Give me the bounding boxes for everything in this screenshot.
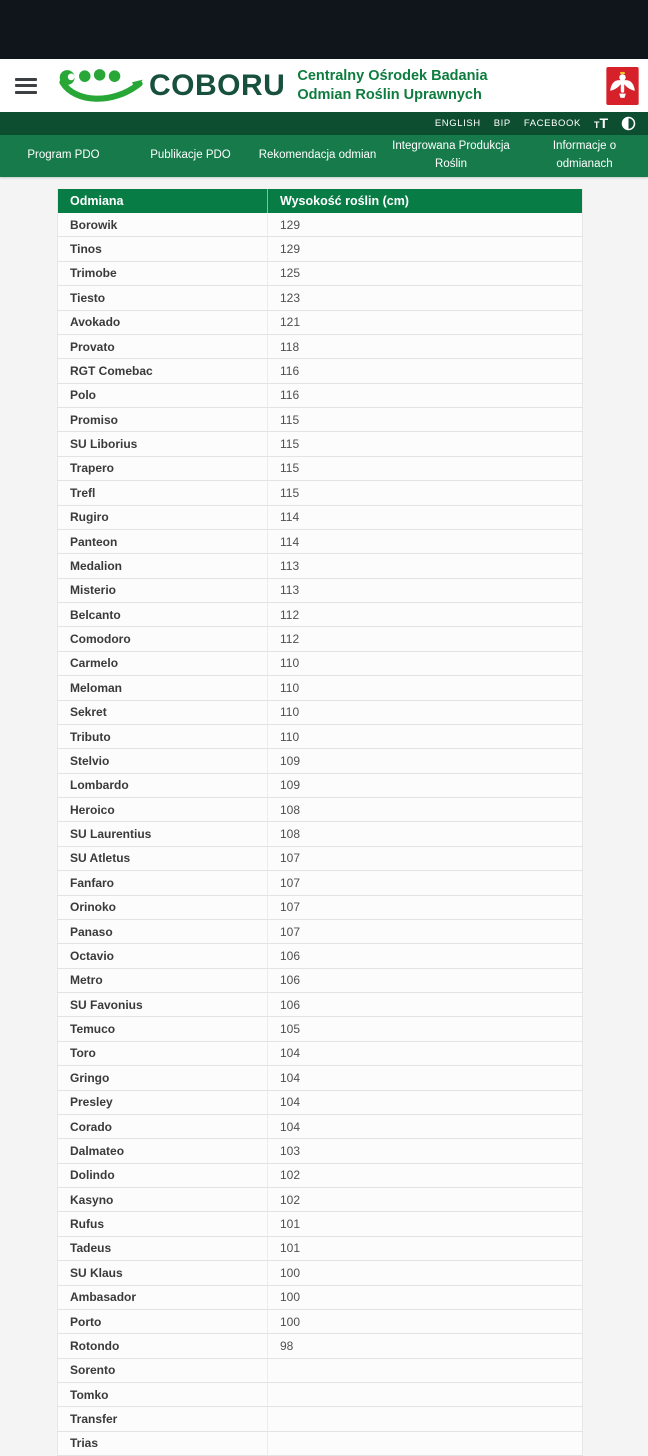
variety-name-cell: Heroico: [58, 798, 268, 822]
table-row: [58, 603, 583, 627]
font-size-icon[interactable]: TT: [593, 115, 608, 132]
variety-name-cell: SU Atletus: [58, 846, 268, 870]
table-row: [58, 724, 583, 748]
variety-name-cell: Toro: [58, 1041, 268, 1065]
table-row: [58, 676, 583, 700]
table-row: [58, 432, 583, 456]
height-value-cell: 115: [268, 456, 583, 480]
table-row: [58, 968, 583, 992]
variety-name-cell: Trias: [58, 1431, 268, 1455]
page-content: [0, 177, 648, 1456]
variety-name-cell: Octavio: [58, 944, 268, 968]
height-value-cell: 116: [268, 383, 583, 407]
variety-name-cell: Tomko: [58, 1383, 268, 1407]
table-row: [58, 1407, 583, 1431]
height-value-cell: 103: [268, 1139, 583, 1163]
table-row: [58, 237, 583, 261]
column-header-odmiana: Odmiana: [58, 189, 268, 213]
table-row: [58, 286, 583, 310]
height-value-cell: 110: [268, 676, 583, 700]
height-value-cell: 106: [268, 993, 583, 1017]
height-value-cell: 125: [268, 261, 583, 285]
variety-name-cell: Borowik: [58, 213, 268, 237]
variety-name-cell: Fanfaro: [58, 871, 268, 895]
height-value-cell: 114: [268, 505, 583, 529]
height-value-cell: 110: [268, 651, 583, 675]
nav-item-program-pdo[interactable]: Program PDO: [27, 149, 100, 162]
utility-bar: [0, 112, 648, 135]
height-value-cell: 106: [268, 944, 583, 968]
brand-wordmark: COBORU: [149, 68, 286, 102]
height-value-cell: 107: [268, 846, 583, 870]
variety-name-cell: Porto: [58, 1309, 268, 1333]
height-value-cell: 100: [268, 1309, 583, 1333]
variety-name-cell: SU Klaus: [58, 1261, 268, 1285]
table-row: [58, 773, 583, 797]
height-value-cell: 113: [268, 578, 583, 602]
table-row: [58, 871, 583, 895]
table-row: [58, 1383, 583, 1407]
variety-name-cell: Belcanto: [58, 603, 268, 627]
height-value-cell: 100: [268, 1285, 583, 1309]
variety-name-cell: Promiso: [58, 408, 268, 432]
height-value-cell: 104: [268, 1066, 583, 1090]
table-row: [58, 895, 583, 919]
table-body: [58, 213, 583, 1456]
table-row: [58, 749, 583, 773]
table-row: [58, 1431, 583, 1455]
column-header-wysokosc: Wysokość roślin (cm): [268, 189, 583, 213]
link-facebook[interactable]: FACEBOOK: [523, 118, 581, 129]
height-value-cell: 107: [268, 919, 583, 943]
contrast-toggle-icon[interactable]: [621, 116, 636, 131]
variety-name-cell: Lombardo: [58, 773, 268, 797]
variety-name-cell: Kasyno: [58, 1188, 268, 1212]
table-row: [58, 700, 583, 724]
variety-name-cell: Trefl: [58, 481, 268, 505]
variety-name-cell: Trapero: [58, 456, 268, 480]
variety-name-cell: Ambasador: [58, 1285, 268, 1309]
variety-name-cell: Provato: [58, 334, 268, 358]
table-row: [58, 213, 583, 237]
table-row: [58, 1066, 583, 1090]
poland-coat-of-arms-icon: [606, 67, 639, 105]
site-subtitle: [297, 67, 487, 105]
height-value-cell: 106: [268, 968, 583, 992]
variety-name-cell: Gringo: [58, 1066, 268, 1090]
table-row: [58, 310, 583, 334]
variety-name-cell: Tributo: [58, 724, 268, 748]
table-row: [58, 261, 583, 285]
height-value-cell: 98: [268, 1334, 583, 1358]
subtitle-line-2: Odmian Roślin Uprawnych: [297, 86, 482, 103]
height-value-cell: [268, 1431, 583, 1455]
variety-name-cell: Panaso: [58, 919, 268, 943]
subtitle-line-1: Centralny Ośrodek Badania: [297, 67, 488, 84]
table-row: [58, 1309, 583, 1333]
link-english[interactable]: ENGLISH: [434, 118, 481, 129]
variety-name-cell: Metro: [58, 968, 268, 992]
height-value-cell: 113: [268, 554, 583, 578]
height-value-cell: 112: [268, 603, 583, 627]
variety-name-cell: Stelvio: [58, 749, 268, 773]
height-value-cell: [268, 1358, 583, 1382]
height-value-cell: 115: [268, 432, 583, 456]
height-value-cell: 104: [268, 1114, 583, 1138]
height-value-cell: 107: [268, 895, 583, 919]
nav-item-rekomendacja-odmian[interactable]: Rekomendacja odmian: [258, 149, 377, 162]
varieties-table: [57, 189, 583, 1456]
coboru-logo-icon: [57, 67, 145, 105]
variety-name-cell: Panteon: [58, 529, 268, 553]
height-value-cell: 105: [268, 1017, 583, 1041]
table-row: [58, 627, 583, 651]
height-value-cell: [268, 1407, 583, 1431]
height-value-cell: 110: [268, 724, 583, 748]
variety-name-cell: Polo: [58, 383, 268, 407]
table-row: [58, 529, 583, 553]
variety-name-cell: Tiesto: [58, 286, 268, 310]
variety-name-cell: Tinos: [58, 237, 268, 261]
variety-name-cell: Comodoro: [58, 627, 268, 651]
variety-name-cell: Rotondo: [58, 1334, 268, 1358]
table-row: [58, 651, 583, 675]
height-value-cell: 102: [268, 1163, 583, 1187]
height-value-cell: 100: [268, 1261, 583, 1285]
table-row: [58, 1017, 583, 1041]
table-row: [58, 798, 583, 822]
variety-name-cell: Medalion: [58, 554, 268, 578]
height-value-cell: 118: [268, 334, 583, 358]
variety-name-cell: Avokado: [58, 310, 268, 334]
variety-name-cell: Trimobe: [58, 261, 268, 285]
table-row: [58, 554, 583, 578]
table-row: [58, 1334, 583, 1358]
table-row: [58, 1358, 583, 1382]
variety-name-cell: Dalmateo: [58, 1139, 268, 1163]
height-value-cell: 101: [268, 1236, 583, 1260]
height-value-cell: 110: [268, 700, 583, 724]
main-navigation: [0, 135, 648, 177]
nav-item-informacje-o-odmianach[interactable]: Informacje o odmianach: [552, 140, 617, 170]
variety-name-cell: Rugiro: [58, 505, 268, 529]
table-row: [58, 1139, 583, 1163]
site-header: [0, 59, 648, 112]
variety-name-cell: Carmelo: [58, 651, 268, 675]
height-value-cell: 104: [268, 1041, 583, 1065]
height-value-cell: 112: [268, 627, 583, 651]
table-row: [58, 1236, 583, 1260]
table-row: [58, 822, 583, 846]
link-bip[interactable]: BIP: [493, 118, 511, 129]
table-row: [58, 359, 583, 383]
variety-name-cell: Transfer: [58, 1407, 268, 1431]
table-row: [58, 1090, 583, 1114]
variety-name-cell: Temuco: [58, 1017, 268, 1041]
table-row: [58, 1188, 583, 1212]
height-value-cell: 116: [268, 359, 583, 383]
height-value-cell: 107: [268, 871, 583, 895]
height-value-cell: 108: [268, 798, 583, 822]
height-value-cell: [268, 1383, 583, 1407]
table-row: [58, 334, 583, 358]
table-row: [58, 1114, 583, 1138]
variety-name-cell: Orinoko: [58, 895, 268, 919]
table-row: [58, 383, 583, 407]
variety-name-cell: SU Liborius: [58, 432, 268, 456]
variety-name-cell: Corado: [58, 1114, 268, 1138]
variety-name-cell: Tadeus: [58, 1236, 268, 1260]
height-value-cell: 109: [268, 773, 583, 797]
variety-name-cell: Meloman: [58, 676, 268, 700]
table-header-row: [58, 189, 583, 213]
table-row: [58, 1041, 583, 1065]
table-row: [58, 456, 583, 480]
height-value-cell: 102: [268, 1188, 583, 1212]
height-value-cell: 101: [268, 1212, 583, 1236]
table-row: [58, 481, 583, 505]
height-value-cell: 123: [268, 286, 583, 310]
table-row: [58, 505, 583, 529]
height-value-cell: 129: [268, 213, 583, 237]
table-row: [58, 993, 583, 1017]
height-value-cell: 114: [268, 529, 583, 553]
nav-item-publikacje-pdo[interactable]: Publikacje PDO: [150, 149, 231, 162]
height-value-cell: 104: [268, 1090, 583, 1114]
height-value-cell: 108: [268, 822, 583, 846]
table-row: [58, 846, 583, 870]
variety-name-cell: RGT Comebac: [58, 359, 268, 383]
variety-name-cell: SU Favonius: [58, 993, 268, 1017]
table-row: [58, 944, 583, 968]
top-black-bar: [0, 0, 648, 59]
hamburger-menu-icon[interactable]: [15, 78, 37, 94]
height-value-cell: 109: [268, 749, 583, 773]
height-value-cell: 115: [268, 408, 583, 432]
variety-name-cell: Dolindo: [58, 1163, 268, 1187]
height-value-cell: 115: [268, 481, 583, 505]
table-row: [58, 1212, 583, 1236]
table-row: [58, 408, 583, 432]
variety-name-cell: Misterio: [58, 578, 268, 602]
coboru-logo[interactable]: [57, 67, 285, 105]
table-row: [58, 1285, 583, 1309]
table-row: [58, 919, 583, 943]
variety-name-cell: SU Laurentius: [58, 822, 268, 846]
variety-name-cell: Rufus: [58, 1212, 268, 1236]
variety-name-cell: Sorento: [58, 1358, 268, 1382]
table-row: [58, 578, 583, 602]
variety-name-cell: Presley: [58, 1090, 268, 1114]
height-value-cell: 129: [268, 237, 583, 261]
table-row: [58, 1261, 583, 1285]
nav-item-integrowana-produkcja-roslin[interactable]: Integrowana Produkcja Roślin: [392, 140, 510, 170]
variety-name-cell: Sekret: [58, 700, 268, 724]
table-row: [58, 1163, 583, 1187]
height-value-cell: 121: [268, 310, 583, 334]
